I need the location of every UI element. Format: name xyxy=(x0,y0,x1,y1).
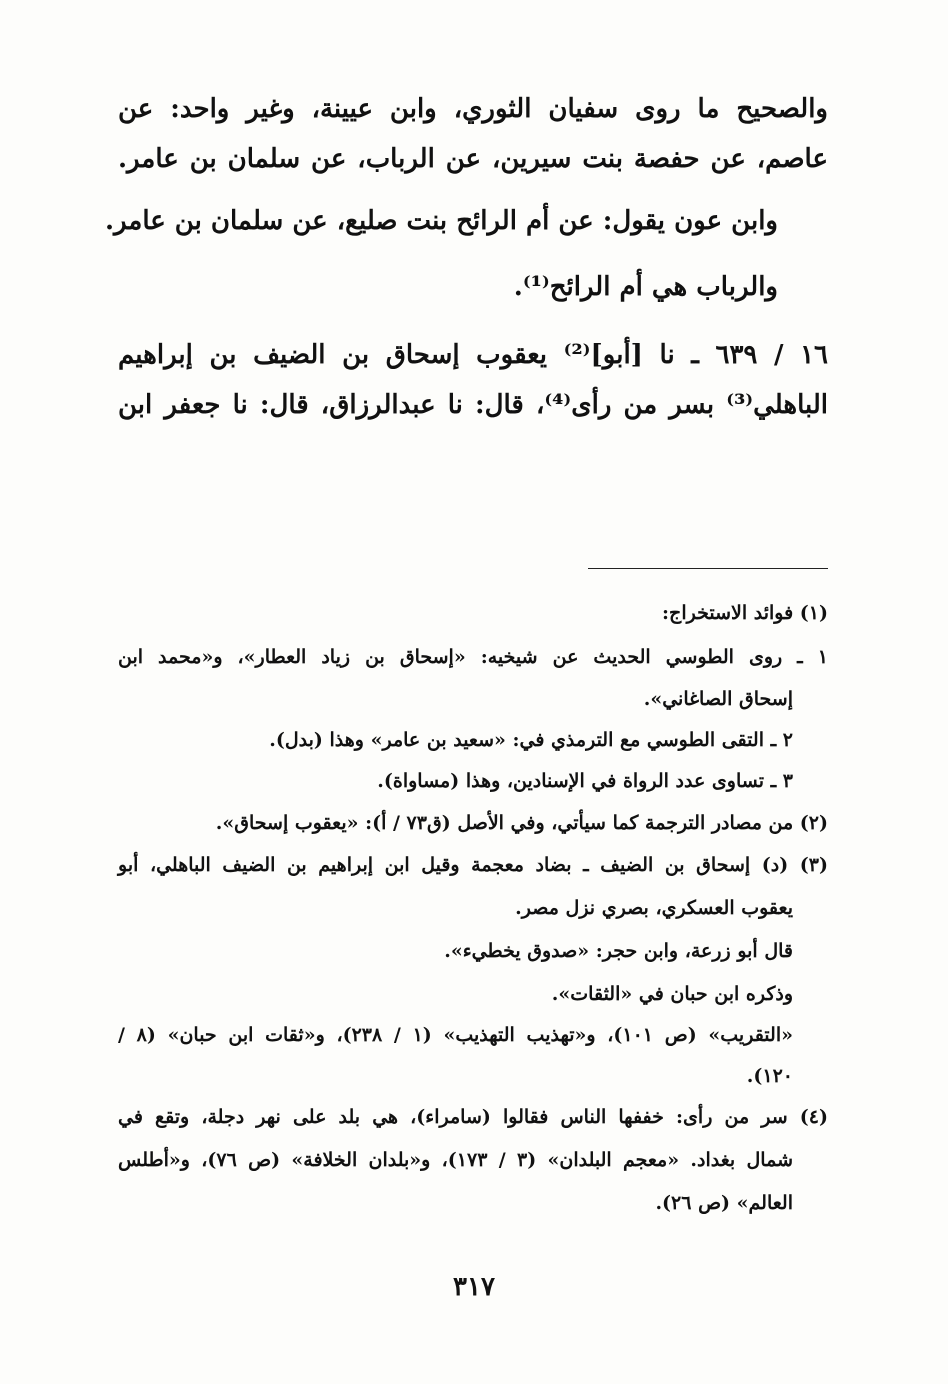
footnote-line: ٢ ـ التقى الطوسي مع الترمذي في: «سعيد بن عامر» وهذا (بدل). xyxy=(269,729,793,751)
footnote-line: شمال بغداد. «معجم البلدان» (٣ / ١٧٣)، و«بلدان الخلافة» (ص ٧٦)، و«أطلس xyxy=(118,1149,794,1171)
main-text-line: عاصم، عن حفصة بنت سيرين، عن الرباب، عن سلمان بن عامر. xyxy=(118,144,828,174)
footnote-line: (٢) من مصادر الترجمة كما سيأتي، وفي الأصل (ق٧٣ / أ): «يعقوب إسحاق». xyxy=(215,812,828,834)
footnote-line: (٤) سر من رأى: خففها الناس فقالوا (سامراء)، هي بلد على نهر دجلة، وتقع في xyxy=(118,1106,828,1128)
footnote-line: «التقريب» (ص ١٠١)، و«تهذيب التهذيب» (١ / ٢٣٨)، و«ثقات ابن حبان» (٨ / xyxy=(118,1024,793,1046)
footnote-line: (٣) (د) إسحاق بن الضيف ـ بضاد معجمة وقيل ابن إبراهيم بن الضيف الباهلي، أبو xyxy=(118,854,828,876)
page-number: ٣١٧ xyxy=(453,1272,495,1302)
main-text-line: الباهلي⁽³⁾ بسر من رأى⁽⁴⁾، قال: نا عبدالرزاق، قال: نا جعفر ابن xyxy=(118,390,828,420)
main-text-line: وابن عون يقول: عن أم الرائح بنت صليع، عن سلمان بن عامر. xyxy=(105,206,778,236)
footnote-line: وذكره ابن حبان في «الثقات». xyxy=(551,983,793,1005)
footnote-line: يعقوب العسكري، بصري نزل مصر. xyxy=(515,897,793,919)
footnote-line: إسحاق الصاغاني». xyxy=(643,688,793,710)
footnote-line: ٣ ـ تساوى عدد الرواة في الإسنادين، وهذا (مساواة). xyxy=(377,770,793,792)
footnote-separator xyxy=(588,568,828,569)
footnote-line: العالم» (ص ٢٦). xyxy=(655,1192,793,1214)
main-text-line: والرباب هي أم الرائح⁽¹⁾. xyxy=(513,272,778,302)
footnote-line: (١) فوائد الاستخراج: xyxy=(662,602,828,624)
footnote-line: ١ ـ روى الطوسي الحديث عن شيخيه: «إسحاق بن زياد العطار»، و«محمد ابن xyxy=(118,646,828,668)
main-text-line: والصحيح ما روى سفيان الثوري، وابن عيينة، وغير واحد: عن xyxy=(118,94,828,124)
main-text-line: ١٦ / ٦٣٩ ـ نا [أبو]⁽²⁾ يعقوب إسحاق بن الضيف بن إبراهيم xyxy=(118,340,828,370)
footnote-line: ١٢٠). xyxy=(746,1065,793,1087)
footnote-line: قال أبو زرعة، وابن حجر: «صدوق يخطيء». xyxy=(444,940,793,962)
